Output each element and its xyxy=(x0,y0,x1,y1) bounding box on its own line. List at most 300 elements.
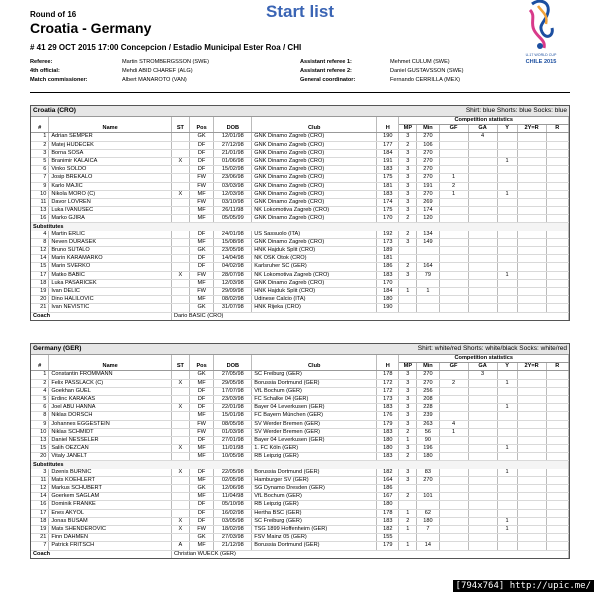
player-gf xyxy=(439,517,468,525)
player-pos: FW xyxy=(189,525,214,533)
player-gf: 1 xyxy=(439,428,468,436)
player-name: Matej HUDECEK xyxy=(49,141,172,149)
player-min: 263 xyxy=(417,420,439,428)
player-y xyxy=(497,485,517,493)
player-num: 19 xyxy=(31,525,49,533)
team-name: Germany (GER) xyxy=(33,345,82,352)
player-name: Vitaly JANELT xyxy=(49,453,172,461)
player-pos: MF xyxy=(189,296,214,304)
player-mp: 3 xyxy=(399,190,417,198)
player-num: 5 xyxy=(31,157,49,165)
player-mp: 3 xyxy=(399,157,417,165)
player-gf xyxy=(439,445,468,453)
match-info: # 41 29 OCT 2015 17:00 Concepcion / Estadio Municipal Ester Roa / CHI xyxy=(30,43,302,52)
player-y2r xyxy=(517,469,546,477)
player-club: GNK Dinamo Zagreb (CRO) xyxy=(252,166,377,174)
player-ga xyxy=(468,453,497,461)
column-header-spacer xyxy=(377,117,399,125)
player-y xyxy=(497,198,517,206)
player-name: Dino HALILOVIC xyxy=(49,296,172,304)
player-h: 183 xyxy=(377,517,399,525)
player-row xyxy=(31,215,569,223)
player-pos: MF xyxy=(189,493,214,501)
roster-table xyxy=(31,117,569,320)
player-row xyxy=(31,412,569,420)
player-name: Patrick FRITSCH xyxy=(49,542,172,550)
player-ga xyxy=(468,215,497,223)
player-mp: 3 xyxy=(399,371,417,379)
player-h: 192 xyxy=(377,231,399,239)
column-header-dob: DOB xyxy=(214,125,252,133)
player-club: GNK Dinamo Zagreb (CRO) xyxy=(252,149,377,157)
player-name: Erdinc KARAKAS xyxy=(49,395,172,403)
player-row xyxy=(31,395,569,403)
player-y2r xyxy=(517,190,546,198)
player-r xyxy=(546,525,568,533)
player-pos: MF xyxy=(189,542,214,550)
player-min: 270 xyxy=(417,379,439,387)
player-y: 1 xyxy=(497,271,517,279)
player-r xyxy=(546,428,568,436)
player-st xyxy=(171,263,189,271)
player-num: 8 xyxy=(31,412,49,420)
player-min xyxy=(417,534,439,542)
player-num: 8 xyxy=(31,238,49,246)
player-ga xyxy=(468,271,497,279)
player-r xyxy=(546,182,568,190)
player-num: 11 xyxy=(31,476,49,484)
player-y2r xyxy=(517,198,546,206)
player-dob: 23/06/98 xyxy=(214,174,252,182)
player-r xyxy=(546,371,568,379)
player-y2r xyxy=(517,542,546,550)
player-pos: MF xyxy=(189,190,214,198)
player-mp xyxy=(399,534,417,542)
player-mp xyxy=(399,279,417,287)
column-header-min: Min xyxy=(417,363,439,371)
official-label: Assistant referee 1: xyxy=(300,59,352,65)
player-r xyxy=(546,542,568,550)
player-club: Bayer 04 Leverkusen (GER) xyxy=(252,404,377,412)
player-min: 270 xyxy=(417,157,439,165)
player-dob: 23/05/98 xyxy=(214,247,252,255)
competition-stats-header: Competition statistics xyxy=(399,355,569,363)
column-header-st: ST xyxy=(171,363,189,371)
player-mp: 3 xyxy=(399,207,417,215)
column-header-spacer xyxy=(171,355,189,363)
player-ga xyxy=(468,436,497,444)
player-min: 120 xyxy=(417,215,439,223)
player-y2r xyxy=(517,287,546,295)
player-gf xyxy=(439,198,468,206)
player-min: 208 xyxy=(417,395,439,403)
player-min: 101 xyxy=(417,493,439,501)
player-pos: GK xyxy=(189,534,214,542)
player-mp xyxy=(399,247,417,255)
player-r xyxy=(546,436,568,444)
player-pos: DF xyxy=(189,255,214,263)
player-y xyxy=(497,215,517,223)
player-gf xyxy=(439,279,468,287)
player-name: Dzenis BURNIC xyxy=(49,469,172,477)
player-ga xyxy=(468,279,497,287)
player-dob: 11/01/98 xyxy=(214,445,252,453)
player-y2r xyxy=(517,255,546,263)
player-y: 1 xyxy=(497,469,517,477)
player-st xyxy=(171,166,189,174)
player-y xyxy=(497,428,517,436)
kit-colors: Shirt: blue Shorts: blue Socks: blue xyxy=(465,107,567,114)
player-gf xyxy=(439,509,468,517)
player-dob: 12/03/98 xyxy=(214,190,252,198)
player-st xyxy=(171,247,189,255)
player-num: 19 xyxy=(31,287,49,295)
player-h: 170 xyxy=(377,215,399,223)
player-ga xyxy=(468,445,497,453)
player-pos: DF xyxy=(189,501,214,509)
player-mp: 2 xyxy=(399,428,417,436)
player-min: 270 xyxy=(417,166,439,174)
player-mp: 2 xyxy=(399,215,417,223)
player-ga xyxy=(468,190,497,198)
player-gf xyxy=(439,476,468,484)
player-st: X xyxy=(171,271,189,279)
column-header-r: R xyxy=(546,125,568,133)
player-st xyxy=(171,534,189,542)
substitutes-label: Substitutes xyxy=(31,461,569,469)
player-mp: 3 xyxy=(399,387,417,395)
player-y xyxy=(497,182,517,190)
player-r xyxy=(546,287,568,295)
player-y2r xyxy=(517,453,546,461)
player-dob: 21/12/98 xyxy=(214,542,252,550)
player-st xyxy=(171,255,189,263)
official-label: 4th official: xyxy=(30,68,60,74)
player-dob: 22/05/98 xyxy=(214,469,252,477)
player-min: 83 xyxy=(417,469,439,477)
player-r xyxy=(546,141,568,149)
player-pos: GK xyxy=(189,247,214,255)
player-row xyxy=(31,493,569,501)
player-min: 180 xyxy=(417,517,439,525)
player-r xyxy=(546,453,568,461)
player-y2r xyxy=(517,166,546,174)
team-germany xyxy=(30,343,570,559)
player-num: 3 xyxy=(31,149,49,157)
player-min: 270 xyxy=(417,133,439,141)
player-min: 164 xyxy=(417,263,439,271)
player-pos: MF xyxy=(189,215,214,223)
player-y2r xyxy=(517,271,546,279)
player-mp: 2 xyxy=(399,141,417,149)
player-row xyxy=(31,255,569,263)
player-club: Hertha BSC (GER) xyxy=(252,509,377,517)
page-title: Start list xyxy=(265,2,335,21)
player-y xyxy=(497,453,517,461)
player-name: Borna SOSA xyxy=(49,149,172,157)
player-st xyxy=(171,387,189,395)
round-label: Round of 16 xyxy=(30,10,77,19)
coach-name: Christian WUECK (GER) xyxy=(171,550,568,558)
player-dob: 27/12/98 xyxy=(214,141,252,149)
player-num: 18 xyxy=(31,517,49,525)
player-ga xyxy=(468,198,497,206)
player-r xyxy=(546,263,568,271)
player-mp: 1 xyxy=(399,525,417,533)
player-dob: 27/01/98 xyxy=(214,436,252,444)
player-y2r xyxy=(517,141,546,149)
player-r xyxy=(546,149,568,157)
player-h: 179 xyxy=(377,542,399,550)
player-h: 164 xyxy=(377,476,399,484)
substitutes-row xyxy=(31,461,569,469)
player-club: FC Bayern München (GER) xyxy=(252,412,377,420)
player-y2r xyxy=(517,207,546,215)
player-y2r xyxy=(517,485,546,493)
column-header-y: Y xyxy=(497,125,517,133)
coach-label: Coach xyxy=(31,312,171,320)
player-st xyxy=(171,485,189,493)
player-y xyxy=(497,255,517,263)
column-header-num: # xyxy=(31,363,49,371)
player-mp: 2 xyxy=(399,231,417,239)
player-gf: 1 xyxy=(439,174,468,182)
player-y xyxy=(497,534,517,542)
player-dob: 27/03/98 xyxy=(214,534,252,542)
player-mp: 3 xyxy=(399,469,417,477)
player-y2r xyxy=(517,371,546,379)
player-name: Constantin FROMMANN xyxy=(49,371,172,379)
watermark: [794x764] http://upic.me/ xyxy=(453,580,594,592)
player-mp: 3 xyxy=(399,238,417,246)
player-h: 191 xyxy=(377,157,399,165)
player-row xyxy=(31,371,569,379)
player-club: RB Leipzig (GER) xyxy=(252,501,377,509)
player-h: 184 xyxy=(377,287,399,295)
player-y2r xyxy=(517,404,546,412)
player-num: 21 xyxy=(31,534,49,542)
player-r xyxy=(546,247,568,255)
player-st xyxy=(171,453,189,461)
player-pos: MF xyxy=(189,476,214,484)
player-st xyxy=(171,174,189,182)
team-name: Croatia (CRO) xyxy=(33,107,76,114)
player-club: GNK Dinamo Zagreb (CRO) xyxy=(252,141,377,149)
player-h: 177 xyxy=(377,141,399,149)
player-gf xyxy=(439,453,468,461)
column-header-spacer xyxy=(377,355,399,363)
player-club: SV Werder Bremen (GER) xyxy=(252,428,377,436)
player-st xyxy=(171,207,189,215)
player-h: 173 xyxy=(377,238,399,246)
player-name: Davor LOVREN xyxy=(49,198,172,206)
player-min: 191 xyxy=(417,182,439,190)
column-header-st: ST xyxy=(171,125,189,133)
player-row xyxy=(31,428,569,436)
player-st xyxy=(171,215,189,223)
player-gf xyxy=(439,304,468,312)
player-ga xyxy=(468,420,497,428)
official-label: General coordinator: xyxy=(300,77,356,83)
player-ga xyxy=(468,296,497,304)
player-r xyxy=(546,231,568,239)
player-gf xyxy=(439,542,468,550)
player-gf xyxy=(439,271,468,279)
player-ga xyxy=(468,469,497,477)
player-y xyxy=(497,304,517,312)
player-num: 7 xyxy=(31,542,49,550)
player-y2r xyxy=(517,420,546,428)
player-y2r xyxy=(517,215,546,223)
player-pos: FW xyxy=(189,182,214,190)
player-y xyxy=(497,395,517,403)
player-name: Niklas SCHMIDT xyxy=(49,428,172,436)
player-gf: 1 xyxy=(439,190,468,198)
column-header-min: Min xyxy=(417,125,439,133)
player-name: Jonas BUSAM xyxy=(49,517,172,525)
match-title: Croatia - Germany xyxy=(30,20,152,36)
player-num: 3 xyxy=(31,469,49,477)
player-row xyxy=(31,542,569,550)
player-st xyxy=(171,304,189,312)
column-header-gf: GF xyxy=(439,363,468,371)
player-num: 6 xyxy=(31,166,49,174)
player-h: 184 xyxy=(377,149,399,157)
player-name: Marin SVERKO xyxy=(49,263,172,271)
player-r xyxy=(546,215,568,223)
player-num: 18 xyxy=(31,279,49,287)
player-pos: MF xyxy=(189,379,214,387)
player-mp: 3 xyxy=(399,271,417,279)
coach-row xyxy=(31,312,569,320)
player-pos: FW xyxy=(189,174,214,182)
player-min: 14 xyxy=(417,542,439,550)
player-st xyxy=(171,296,189,304)
player-st xyxy=(171,412,189,420)
player-dob: 18/02/98 xyxy=(214,525,252,533)
player-y: 1 xyxy=(497,445,517,453)
column-header-y: Y xyxy=(497,363,517,371)
player-y: 1 xyxy=(497,190,517,198)
player-h: 178 xyxy=(377,509,399,517)
player-row xyxy=(31,445,569,453)
player-h: 174 xyxy=(377,198,399,206)
player-y: 1 xyxy=(497,157,517,165)
player-mp: 3 xyxy=(399,379,417,387)
player-gf xyxy=(439,207,468,215)
player-st xyxy=(171,436,189,444)
player-ga xyxy=(468,287,497,295)
player-mp: 1 xyxy=(399,542,417,550)
player-h: 182 xyxy=(377,469,399,477)
player-h: 183 xyxy=(377,404,399,412)
player-y xyxy=(497,501,517,509)
player-min: 174 xyxy=(417,207,439,215)
player-min: 90 xyxy=(417,436,439,444)
column-header-spacer xyxy=(214,117,252,125)
player-club: GNK Dinamo Zagreb (CRO) xyxy=(252,198,377,206)
player-y xyxy=(497,542,517,550)
player-y xyxy=(497,238,517,246)
player-mp: 2 xyxy=(399,517,417,525)
player-row xyxy=(31,182,569,190)
column-header-dob: DOB xyxy=(214,363,252,371)
player-row xyxy=(31,263,569,271)
player-st xyxy=(171,141,189,149)
player-st xyxy=(171,198,189,206)
player-club: SC Freiburg (GER) xyxy=(252,517,377,525)
player-y: 1 xyxy=(497,525,517,533)
player-min: 106 xyxy=(417,141,439,149)
player-min xyxy=(417,304,439,312)
player-y xyxy=(497,412,517,420)
player-mp: 3 xyxy=(399,445,417,453)
player-y2r xyxy=(517,428,546,436)
player-gf xyxy=(439,231,468,239)
player-ga xyxy=(468,412,497,420)
player-num: 14 xyxy=(31,493,49,501)
player-h: 170 xyxy=(377,279,399,287)
player-y2r xyxy=(517,296,546,304)
player-club: Borussia Dortmund (GER) xyxy=(252,469,377,477)
column-header-spacer xyxy=(171,117,189,125)
player-min xyxy=(417,247,439,255)
player-y xyxy=(497,436,517,444)
player-pos: DF xyxy=(189,387,214,395)
player-r xyxy=(546,157,568,165)
officials-block xyxy=(30,59,570,86)
player-club: NK Lokomotiva Zagreb (CRO) xyxy=(252,271,377,279)
player-y xyxy=(497,133,517,141)
player-st xyxy=(171,395,189,403)
player-club: GNK Dinamo Zagreb (CRO) xyxy=(252,182,377,190)
player-dob: 03/10/98 xyxy=(214,198,252,206)
player-name: Branimir KALAICA xyxy=(49,157,172,165)
player-min: 269 xyxy=(417,198,439,206)
column-header-name: Name xyxy=(49,363,172,371)
player-h: 186 xyxy=(377,263,399,271)
player-ga xyxy=(468,379,497,387)
player-y2r xyxy=(517,379,546,387)
team-header xyxy=(31,106,569,117)
player-club: NK Lokomotiva Zagreb (CRO) xyxy=(252,207,377,215)
player-name: Goekhan GUEL xyxy=(49,387,172,395)
column-header-y2r: 2Y=R xyxy=(517,125,546,133)
player-num: 1 xyxy=(31,371,49,379)
player-st: X xyxy=(171,445,189,453)
official-value: Daniel GUSTAVSSON (SWE) xyxy=(390,68,464,74)
player-st xyxy=(171,476,189,484)
player-pos: GK xyxy=(189,485,214,493)
player-gf xyxy=(439,485,468,493)
player-h: 176 xyxy=(377,412,399,420)
player-y xyxy=(497,149,517,157)
player-min: 228 xyxy=(417,404,439,412)
player-y2r xyxy=(517,279,546,287)
player-num: 11 xyxy=(31,198,49,206)
player-gf xyxy=(439,525,468,533)
player-gf: 2 xyxy=(439,182,468,190)
player-ga xyxy=(468,476,497,484)
player-name: Marin KARAMARKO xyxy=(49,255,172,263)
player-y xyxy=(497,509,517,517)
player-st: X xyxy=(171,469,189,477)
player-row xyxy=(31,141,569,149)
player-r xyxy=(546,379,568,387)
player-row xyxy=(31,157,569,165)
player-gf xyxy=(439,133,468,141)
player-y2r xyxy=(517,501,546,509)
